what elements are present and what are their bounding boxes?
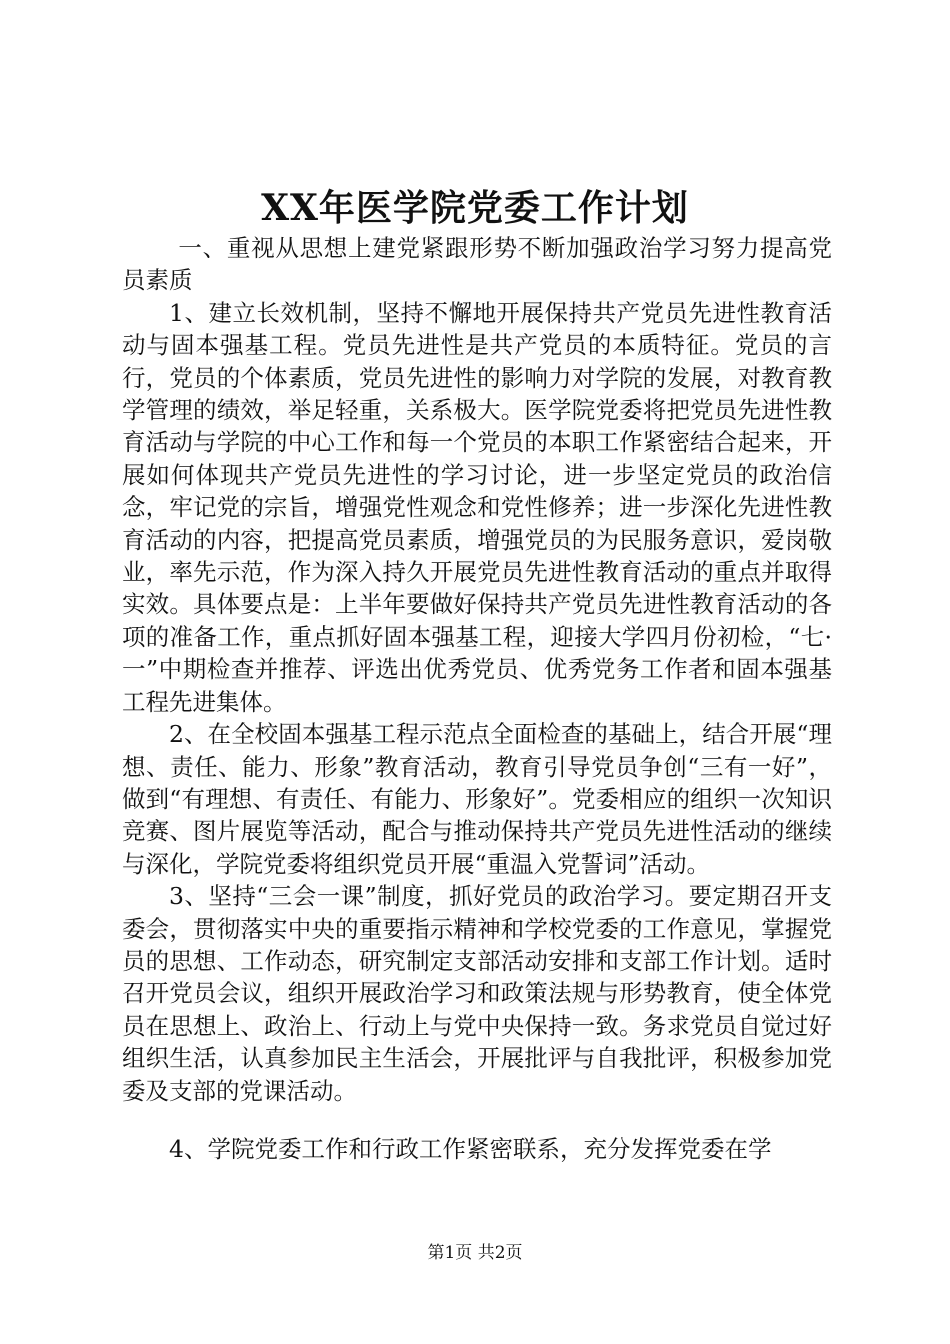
document-body [122,232,832,1165]
document-title: XX年医学院党委工作计划 [261,187,689,229]
paragraph-item-3: 3、坚持“三会一课”制度，抓好党员的政治学习。要定期召开支委会，贯彻落实中央的重要指示精神和学校党委的工作意见，掌握党员的思想、工作动态，研究制定支部活动安排和支部工作计划。适时召开党员会议，组织开展政治学习和政策法规与形势教育，使全体党员在思想上、政治上、行动上与党中央保持一致。务求党员自觉过好组织生活，认真参加民主生活会，开展批评与自我批评，积极参加党委及支部的党课活动。 [122,882,832,1105]
paragraph-item-4: 4、学院党委工作和行政工作紧密联系，充分发挥党委在学 [169,1134,772,1163]
paragraph-item-2: 2、在全校固本强基工程示范点全面检查的基础上，结合开展“理想、责任、能力、形象”教育活动，教育引导党员争创“三有一好”，做到“有理想、有责任、有能力、形象好”。党委相应的组织一次知识竞赛、图片展览等活动，配合与推动保持共产党员先进性活动的继续与深化，学院党委将组织党员开展“重温入党誓词”活动。 [122,720,832,878]
section-heading: 一、重视从思想上建党紧跟形势不断加强政治学习努力提高党员素质 [122,234,832,295]
paragraph-item-1: 1、建立长效机制，坚持不懈地开展保持共产党员先进性教育活动与固本强基工程。党员先进性是共产党员的本质特征。党员的言行，党员的个体素质，党员先进性的影响力对学院的发展，对教育教学管理的绩效，举足轻重，关系极大。医学院党委将把党员先进性教育活动与学院的中心工作和每一个党员的本职工作紧密结合起来，开展如何体现共产党员先进性的学习讨论，进一步坚定党员的政治信念，牢记党的宗旨，增强党性观念和党性修养；进一步深化先进性教育活动的内容，把提高党员素质，增强党员的为民服务意识，爱岗敬业，率先示范，作为深入持久开展党员先进性教育活动的重点并取得实效。具体要点是：上半年要做好保持共产党员先进性教育活动的各项的准备工作，重点抓好固本强基工程，迎接大学四月份初检，“七·一”中期检查并推荐、评选出优秀党员、优秀党务工作者和固本强基工程先进集体。 [122,298,832,716]
page-number-footer: 第1页 共2页 [427,1243,523,1263]
